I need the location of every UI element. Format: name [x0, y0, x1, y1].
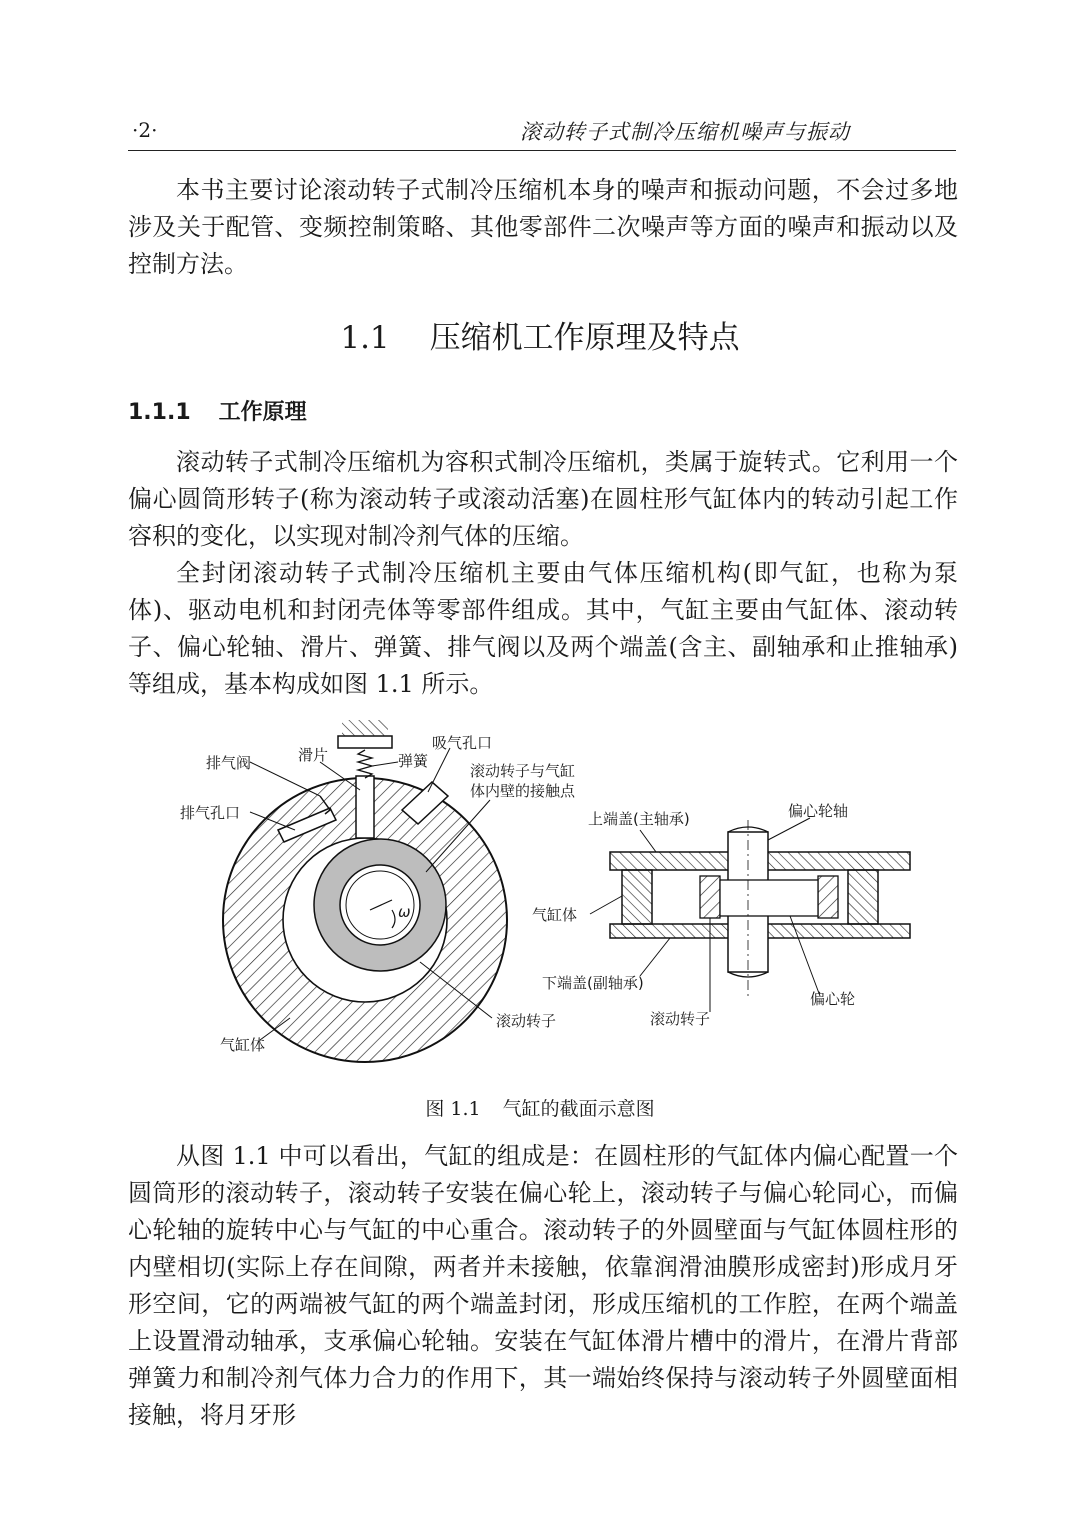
figure-caption	[0, 1094, 1080, 1121]
cylinder-block-right	[848, 870, 878, 924]
running-title: 滚动转子式制冷压缩机噪声与振动	[520, 120, 850, 144]
label-eccentric-wheel: 偏心轮	[810, 990, 856, 1008]
spring-support	[338, 736, 392, 748]
intro-paragraph: 本书主要讨论滚动转子式制冷压缩机本身的噪声和振动问题，不会过多地涉及关于配管、变频控制策略、其他零部件二次噪声等方面的噪声和振动以及控制方法。	[128, 176, 958, 278]
label-suction-port: 吸气孔口	[432, 734, 493, 752]
figure-cylinder-section	[170, 700, 920, 1090]
label-contact-point-2: 体内壁的接触点	[470, 782, 576, 800]
section-number: 1.1	[340, 320, 390, 356]
label-cylinder-body-right: 气缸体	[532, 906, 578, 924]
label-vane: 滑片	[298, 746, 329, 764]
paragraph-after-figure: 从图 1.1 中可以看出，气缸的组成是：在圆柱形的气缸体内偏心配置一个圆筒形的滚动转子，滚动转子安装在偏心轮上，滚动转子与偏心轮同心，而偏心轮轴的旋转中心与气缸的中心重合。滚动转子的外圆壁面与气缸体圆柱形的内壁相切(实际上存在间隙，两者并未接触，依靠润滑油膜形成密封)形成月牙形空间，它的两端被气缸的两个端盖封闭，形成压缩机的工作腔，在两个端盖上设置滑动轴承，支承偏心轮轴。安装在气缸体滑片槽中的滑片，在滑片背部弹簧力和制冷剂气体力合力的作用下，其一端始终保持与滚动转子外圆壁面相接触，将月牙形	[128, 1142, 958, 1429]
cylinder-block-left	[622, 870, 652, 924]
section-heading	[0, 312, 1080, 357]
subsection-title: 工作原理	[218, 400, 307, 425]
label-discharge-port: 排气孔口	[180, 804, 241, 822]
label-rolling-rotor-left: 滚动转子	[496, 1012, 557, 1030]
rotor-section-left	[700, 876, 720, 918]
axial-section-view	[532, 802, 910, 1028]
subsection-number: 1.1.1	[128, 400, 191, 425]
spring	[358, 750, 372, 778]
cylinder-diagram	[170, 700, 920, 1090]
label-upper-end-cover: 上端盖(主轴承)	[588, 810, 690, 828]
cross-section-view	[180, 720, 576, 1062]
label-rolling-rotor-right: 滚动转子	[650, 1010, 711, 1028]
eccentric-wheel	[720, 880, 818, 916]
paragraph-components: 全封闭滚动转子式制冷压缩机主要由气体压缩机构(即气缸，也称为泵体)、驱动电机和封闭壳体等零部件组成。其中，气缸主要由气缸体、滚动转子、偏心轮轴、滑片、弹簧、排气阀以及两个端盖(含主、副轴承和止推轴承)等组成，基本构成如图 1.1 所示。	[128, 559, 958, 698]
caption-number: 图 1.1	[425, 1098, 481, 1120]
rotor-section-right	[818, 876, 838, 918]
page-number: ·2·	[132, 118, 158, 142]
section-title: 压缩机工作原理及特点	[429, 320, 740, 356]
vane	[356, 776, 374, 838]
label-lower-end-cover: 下端盖(副轴承)	[542, 974, 644, 992]
caption-text: 气缸的截面示意图	[502, 1098, 655, 1120]
subsection-heading	[128, 395, 307, 426]
label-cylinder-body-left: 气缸体	[220, 1036, 266, 1054]
label-spring: 弹簧	[398, 752, 429, 770]
label-discharge-valve: 排气阀	[206, 754, 252, 772]
omega-label: ω	[398, 903, 411, 921]
label-eccentric-shaft: 偏心轮轴	[788, 802, 849, 820]
running-head	[128, 112, 956, 151]
paragraph-principle: 滚动转子式制冷压缩机为容积式制冷压缩机，类属于旋转式。它利用一个偏心圆筒形转子(称为滚动转子或滚动活塞)在圆柱形气缸体内的转动引起工作容积的变化，以实现对制冷剂气体的压缩。	[128, 448, 958, 550]
label-contact-point-1: 滚动转子与气缸	[470, 762, 576, 780]
